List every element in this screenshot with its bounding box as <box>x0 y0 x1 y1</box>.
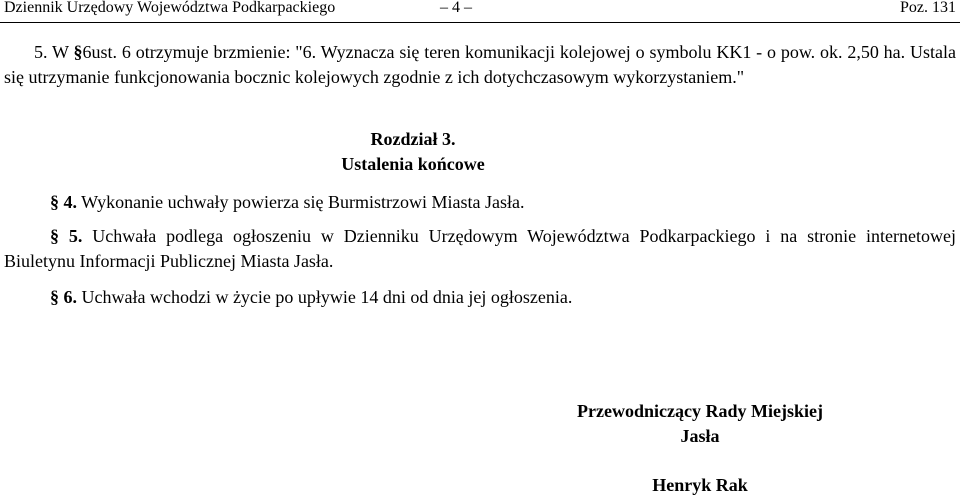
section-5 <box>4 224 956 274</box>
section-4 <box>50 190 524 215</box>
journal-title: Dziennik Urzędowy Województwa Podkarpackiego <box>4 0 336 16</box>
section-sign: § <box>50 192 59 212</box>
section-text: Wykonanie uchwały powierza się Burmistrzowi Miasta Jasła. <box>77 192 525 212</box>
position-number: Poz. 131 <box>900 0 956 16</box>
chapter-title: Rozdział 3. <box>370 129 456 149</box>
amendment-paragraph: 5. W §6ust. 6 otrzymuje brzmienie: "6. Wyznacza się teren komunikacji kolejowej o symbolu KK1 - o pow. ok. 2,50 ha. Ustala się utrzymanie funkcjonowania bocznic kolejowych zgodnie z ich dotychczasowym wykorzystaniem." <box>4 42 956 87</box>
signature-place: Jasła <box>680 426 720 446</box>
section-number: 5. <box>68 226 83 246</box>
page-header <box>0 0 960 23</box>
signature-role: Przewodniczący Rady Miejskiej <box>577 401 823 421</box>
section-6 <box>50 285 572 310</box>
section-sign: § <box>50 226 59 246</box>
chapter-subtitle: Ustalenia końcowe <box>341 154 485 174</box>
section-text: Uchwała podlega ogłoszeniu w Dzienniku Urzędowym Województwa Podkarpackiego i na stronie internetowej Biuletynu Informacji Publicznej Miasta Jasła. <box>4 226 957 271</box>
section-text: Uchwała wchodzi w życie po upływie 14 dni od dnia jej ogłoszenia. <box>77 287 573 307</box>
section-number: 6. <box>63 287 77 307</box>
section-sign: § <box>73 42 83 62</box>
section-sign: § <box>50 287 59 307</box>
section-number: 4. <box>63 192 77 212</box>
page-number: – 4 – <box>440 0 472 16</box>
signature-name: Henryk Rak <box>652 475 748 495</box>
